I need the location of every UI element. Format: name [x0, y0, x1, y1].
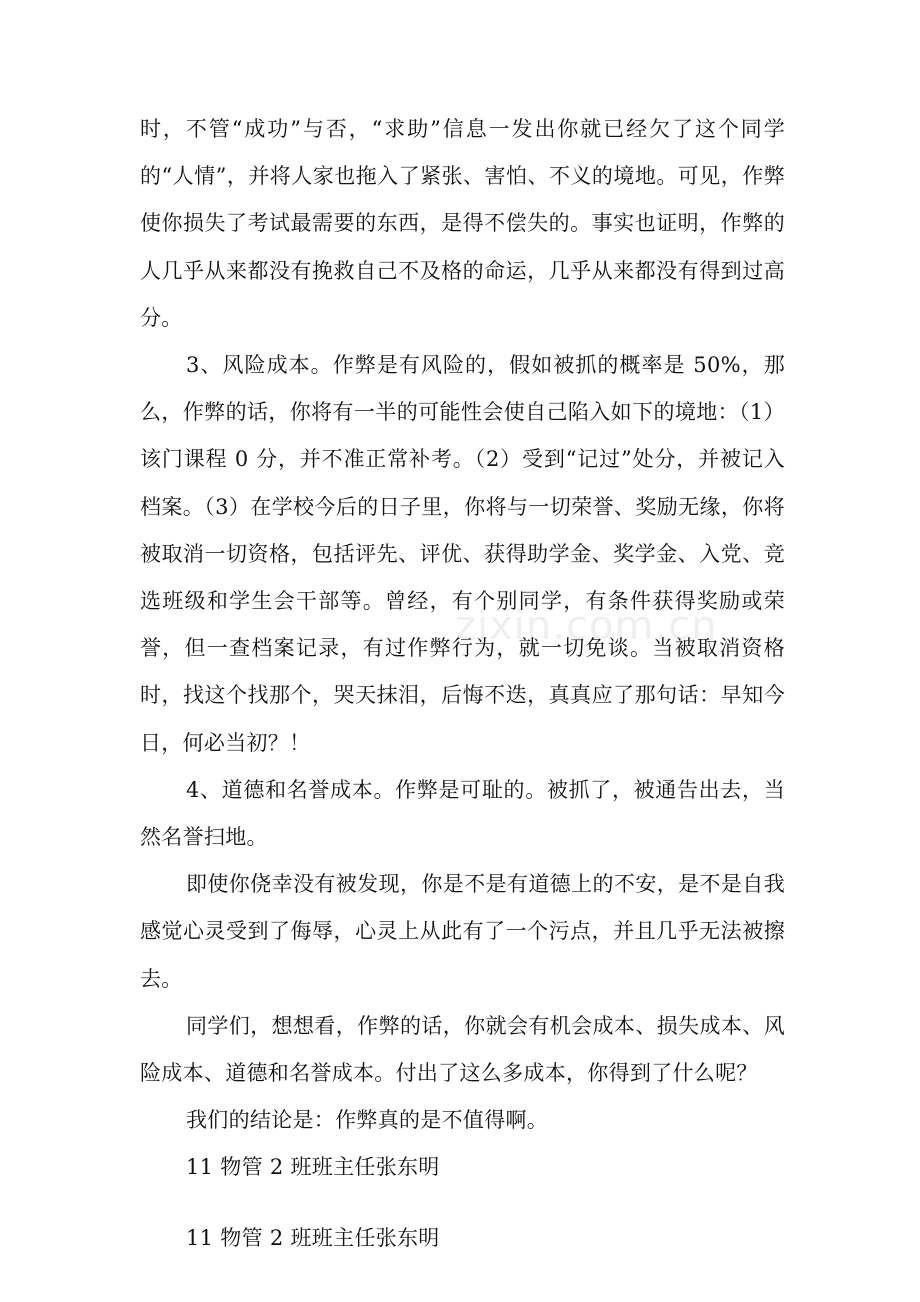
footer-signature: 11 物管 2 班班主任张东明	[186, 1226, 440, 1250]
document-body	[140, 106, 785, 1192]
site-watermark: zixin.com.cn	[455, 603, 718, 649]
paragraph-risk-cost: 3、风险成本。作弊是有风险的，假如被抓的概率是 50%，那么，作弊的话，你将有一半的可能性会使自己陷入如下的境地：（1）该门课程 0 分，并不准正常补考。（2）受到“记过”处分，并被记入档案。（3）在学校今后的日子里，你将与一切荣誉、奖励无缘，你将被取消一切资格，包括评先、评优、获得助学金、奖学金、入党、竞选班级和学生会干部等。曾经，有个别同学，有条件获得奖励或荣誉，但一查档案记录，有过作弊行为，就一切免谈。当被取消资格时，找这个找那个，哭天抹泪，后悔不迭，真真应了那句话：早知今日，何必当初？！	[140, 353, 785, 755]
paragraph-summary: 同学们，想想看，作弊的话，你就会有机会成本、损失成本、风险成本、道德和名誉成本。付出了这么多成本，你得到了什么呢？	[140, 1013, 785, 1086]
paragraph-moral-cost: 4、道德和名誉成本。作弊是可耻的。被抓了，被通告出去，当然名誉扫地。	[140, 777, 785, 850]
paragraph-1: 时，不管“成功”与否，“求助”信息一发出你就已经欠了这个同学的“人情”，并将人家也拖入了紧张、害怕、不义的境地。可见，作弊使你损失了考试最需要的东西，是得不偿失的。事实也证明，作弊的人几乎从来都没有挽救自己不及格的命运，几乎从来都没有得到过高分。	[140, 117, 785, 330]
paragraph-conclusion: 我们的结论是：作弊真的是不值得啊。	[186, 1108, 549, 1133]
signature-line: 11 物管 2 班班主任张东明	[186, 1155, 440, 1180]
paragraph-conscience: 即使你侥幸没有被发现，你是不是有道德上的不安，是不是自我感觉心灵受到了侮辱，心灵上从此有了一个污点，并且几乎无法被擦去。	[140, 872, 785, 991]
